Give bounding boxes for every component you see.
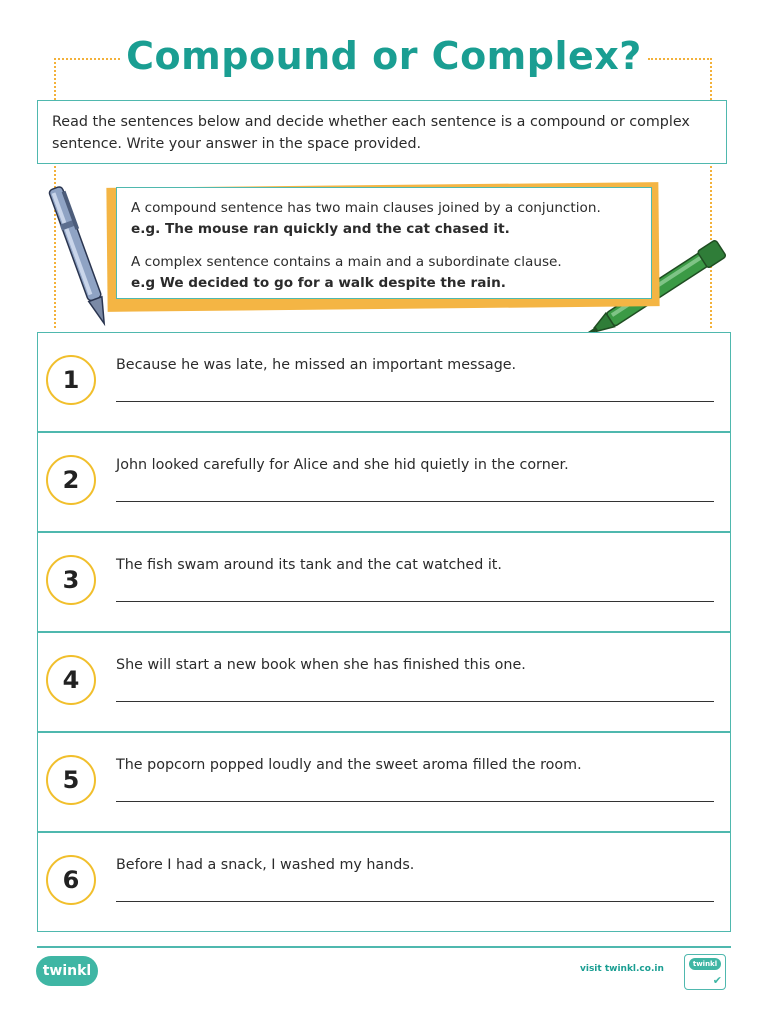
question-sentence: John looked carefully for Alice and she hid quietly in the corner. bbox=[116, 457, 569, 473]
question-sentence: The popcorn popped loudly and the sweet aroma filled the room. bbox=[116, 757, 582, 773]
instructions-box bbox=[37, 100, 727, 164]
definitions-box bbox=[116, 187, 652, 299]
answer-line[interactable] bbox=[116, 501, 714, 502]
question-sentence: Because he was late, he missed an important message. bbox=[116, 357, 517, 373]
answer-line[interactable] bbox=[116, 401, 714, 402]
question-row-3 bbox=[37, 532, 731, 632]
question-sentence: The fish swam around its tank and the cat watched it. bbox=[116, 557, 502, 573]
twinkl-logo[interactable]: twinkl bbox=[36, 956, 98, 986]
question-number: 2 bbox=[46, 455, 96, 505]
question-number: 4 bbox=[46, 655, 96, 705]
check-icon: ✔ bbox=[712, 974, 722, 987]
footer-divider bbox=[37, 946, 731, 948]
question-row-1 bbox=[37, 332, 731, 432]
answer-line[interactable] bbox=[116, 601, 714, 602]
quality-badge-icon bbox=[684, 954, 726, 990]
compound-definition: A compound sentence has two main clauses joined by a conjunction. bbox=[131, 200, 601, 216]
complex-definition: A complex sentence contains a main and a subordinate clause. bbox=[131, 254, 562, 270]
answer-line[interactable] bbox=[116, 801, 714, 802]
page-title: Compound or Complex? bbox=[126, 34, 642, 78]
question-number: 5 bbox=[46, 755, 96, 805]
complex-example: e.g We decided to go for a walk despite the rain. bbox=[131, 275, 506, 291]
instructions-line-1: Read the sentences below and decide whether each sentence is a compound or complex bbox=[52, 114, 690, 130]
question-row-6 bbox=[37, 832, 731, 932]
question-row-4 bbox=[37, 632, 731, 732]
question-number: 3 bbox=[46, 555, 96, 605]
answer-line[interactable] bbox=[116, 701, 714, 702]
badge-label: twinkl bbox=[689, 958, 721, 970]
question-sentence: Before I had a snack, I washed my hands. bbox=[116, 857, 415, 873]
answer-line[interactable] bbox=[116, 901, 714, 902]
question-number: 1 bbox=[46, 355, 96, 405]
question-row-5 bbox=[37, 732, 731, 832]
question-row-2 bbox=[37, 432, 731, 532]
visit-link[interactable]: visit twinkl.co.in bbox=[580, 964, 664, 974]
question-sentence: She will start a new book when she has finished this one. bbox=[116, 657, 526, 673]
instructions-line-2: sentence. Write your answer in the space provided. bbox=[52, 136, 422, 152]
question-number: 6 bbox=[46, 855, 96, 905]
compound-example: e.g. The mouse ran quickly and the cat chased it. bbox=[131, 221, 510, 237]
